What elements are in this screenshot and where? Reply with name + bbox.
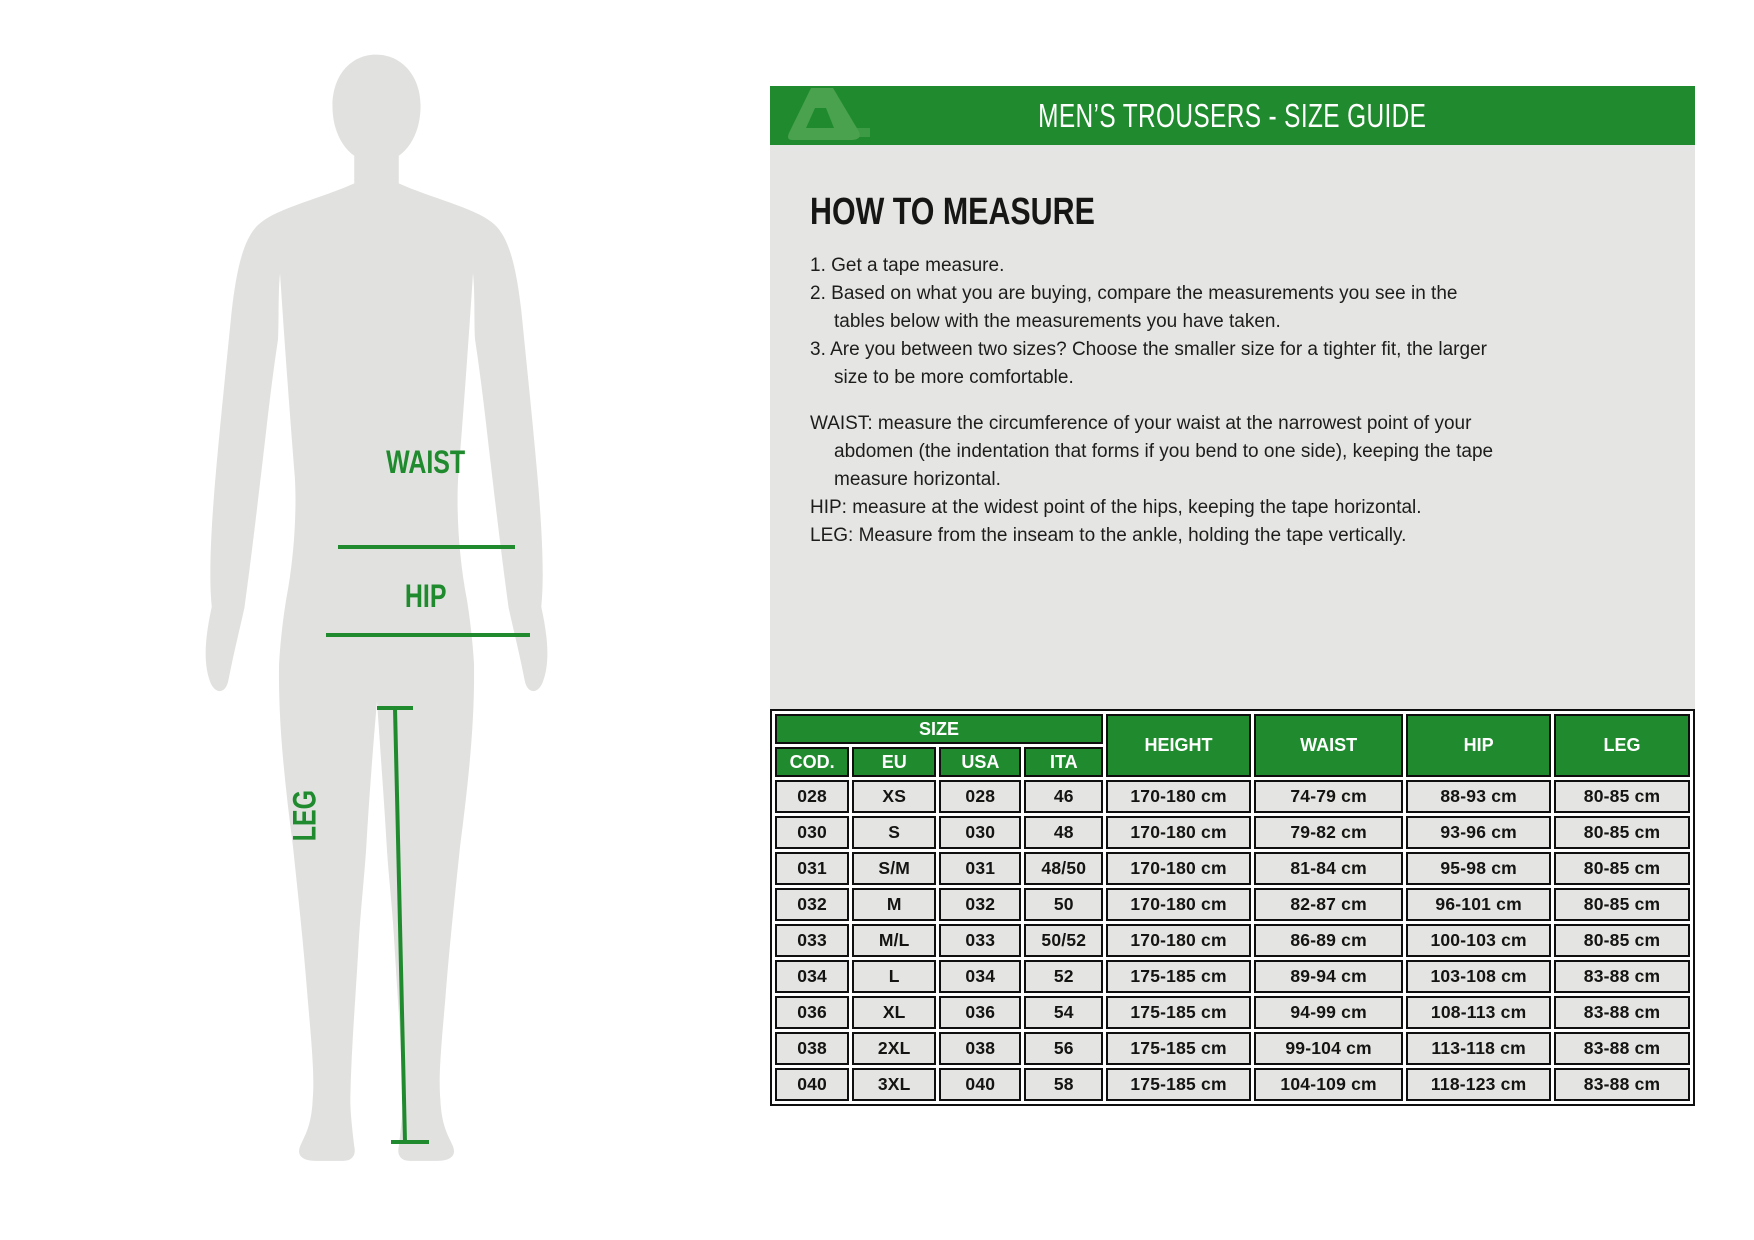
cell-cod: 040 <box>775 1068 849 1101</box>
waist-measure-line <box>338 545 515 549</box>
leg-diagram-label-text: LEG <box>286 789 323 842</box>
cell-hip: 96-101 cm <box>1406 888 1551 921</box>
size-group-header: SIZE <box>775 714 1103 744</box>
cell-height: 175-185 cm <box>1106 1032 1251 1065</box>
cell-waist: 99-104 cm <box>1254 1032 1403 1065</box>
leg-measure-line <box>372 702 436 1148</box>
panel-title: MEN’S TROUSERS - SIZE GUIDE <box>1038 96 1427 134</box>
cell-height: 175-185 cm <box>1106 960 1251 993</box>
cell-leg: 80-85 cm <box>1554 780 1690 813</box>
table-row <box>775 1068 1690 1101</box>
cell-hip: 95-98 cm <box>1406 852 1551 885</box>
cell-usa: 030 <box>939 816 1021 849</box>
cell-leg: 80-85 cm <box>1554 924 1690 957</box>
cell-waist: 89-94 cm <box>1254 960 1403 993</box>
cell-usa: 034 <box>939 960 1021 993</box>
size-table <box>770 709 1695 1106</box>
hip-column-header: HIP <box>1406 714 1551 777</box>
measure-step-1: 1. Get a tape measure. <box>810 255 1005 276</box>
cell-height: 170-180 cm <box>1106 888 1251 921</box>
cell-leg: 83-88 cm <box>1554 1032 1690 1065</box>
how-to-measure-heading: HOW TO MEASURE <box>810 191 1095 233</box>
cell-cod: 030 <box>775 816 849 849</box>
cell-waist: 81-84 cm <box>1254 852 1403 885</box>
cod-column-header: COD. <box>775 747 849 777</box>
table-row <box>775 852 1690 885</box>
cell-ita: 56 <box>1024 1032 1103 1065</box>
table-row <box>775 1032 1690 1065</box>
waist-column-header: WAIST <box>1254 714 1403 777</box>
usa-column-header: USA <box>939 747 1021 777</box>
table-row <box>775 816 1690 849</box>
waist-definition: WAIST: measure the circumference of your waist at the narrowest point of your abdomen (the indentation that forms if you bend to one side), keeping the tape measure horizontal. <box>810 413 1494 490</box>
cell-hip: 108-113 cm <box>1406 996 1551 1029</box>
cell-ita: 48/50 <box>1024 852 1103 885</box>
cell-hip: 118-123 cm <box>1406 1068 1551 1101</box>
waist-diagram-label-text: WAIST <box>386 444 466 480</box>
hip-definition: HIP: measure at the widest point of the hips, keeping the tape horizontal. <box>810 497 1422 518</box>
panel-title-bar <box>770 86 1695 145</box>
cell-hip: 88-93 cm <box>1406 780 1551 813</box>
cell-leg: 80-85 cm <box>1554 852 1690 885</box>
hip-measure-line <box>326 633 530 637</box>
brand-logo-icon <box>778 88 870 145</box>
cell-usa: 036 <box>939 996 1021 1029</box>
cell-eu: M <box>852 888 936 921</box>
cell-leg: 80-85 cm <box>1554 888 1690 921</box>
cell-height: 170-180 cm <box>1106 816 1251 849</box>
cell-eu: L <box>852 960 936 993</box>
waist-diagram-label <box>336 444 516 481</box>
height-column-header: HEIGHT <box>1106 714 1251 777</box>
size-table-container <box>770 709 1695 1106</box>
hip-diagram-label <box>336 578 516 615</box>
eu-column-header: EU <box>852 747 936 777</box>
cell-ita: 48 <box>1024 816 1103 849</box>
cell-usa: 038 <box>939 1032 1021 1065</box>
cell-leg: 83-88 cm <box>1554 1068 1690 1101</box>
cell-leg: 83-88 cm <box>1554 996 1690 1029</box>
cell-usa: 040 <box>939 1068 1021 1101</box>
leg-definition: LEG: Measure from the inseam to the ankle, holding the tape vertically. <box>810 525 1407 546</box>
cell-cod: 038 <box>775 1032 849 1065</box>
cell-cod: 032 <box>775 888 849 921</box>
cell-leg: 80-85 cm <box>1554 816 1690 849</box>
cell-waist: 94-99 cm <box>1254 996 1403 1029</box>
cell-waist: 86-89 cm <box>1254 924 1403 957</box>
table-row <box>775 780 1690 813</box>
cell-cod: 033 <box>775 924 849 957</box>
leg-diagram-label <box>287 736 324 896</box>
cell-usa: 028 <box>939 780 1021 813</box>
cell-waist: 74-79 cm <box>1254 780 1403 813</box>
measure-step-3: 3. Are you between two sizes? Choose the smaller size for a tighter fit, the larger size to be more comfortable. <box>810 339 1487 388</box>
cell-eu: M/L <box>852 924 936 957</box>
cell-eu: 3XL <box>852 1068 936 1101</box>
cell-waist: 79-82 cm <box>1254 816 1403 849</box>
cell-ita: 52 <box>1024 960 1103 993</box>
size-guide-panel <box>770 86 1695 1094</box>
how-to-measure-section <box>770 145 1695 550</box>
cell-waist: 82-87 cm <box>1254 888 1403 921</box>
leg-column-header: LEG <box>1554 714 1690 777</box>
cell-cod: 036 <box>775 996 849 1029</box>
cell-cod: 028 <box>775 780 849 813</box>
cell-hip: 103-108 cm <box>1406 960 1551 993</box>
ita-column-header: ITA <box>1024 747 1103 777</box>
cell-eu: XS <box>852 780 936 813</box>
cell-usa: 032 <box>939 888 1021 921</box>
cell-ita: 46 <box>1024 780 1103 813</box>
cell-height: 170-180 cm <box>1106 924 1251 957</box>
cell-height: 170-180 cm <box>1106 780 1251 813</box>
cell-ita: 50/52 <box>1024 924 1103 957</box>
cell-height: 170-180 cm <box>1106 852 1251 885</box>
measurement-diagram <box>0 0 700 1240</box>
cell-ita: 50 <box>1024 888 1103 921</box>
cell-hip: 100-103 cm <box>1406 924 1551 957</box>
cell-ita: 58 <box>1024 1068 1103 1101</box>
table-row <box>775 996 1690 1029</box>
cell-usa: 033 <box>939 924 1021 957</box>
measure-definitions <box>810 410 1500 550</box>
cell-cod: 034 <box>775 960 849 993</box>
cell-eu: 2XL <box>852 1032 936 1065</box>
cell-height: 175-185 cm <box>1106 996 1251 1029</box>
cell-height: 175-185 cm <box>1106 1068 1251 1101</box>
cell-cod: 031 <box>775 852 849 885</box>
measure-steps-list <box>810 252 1500 392</box>
table-row <box>775 960 1690 993</box>
table-row <box>775 888 1690 921</box>
table-header-row-group <box>775 714 1690 744</box>
table-row <box>775 924 1690 957</box>
cell-eu: S <box>852 816 936 849</box>
cell-usa: 031 <box>939 852 1021 885</box>
cell-ita: 54 <box>1024 996 1103 1029</box>
cell-leg: 83-88 cm <box>1554 960 1690 993</box>
cell-hip: 113-118 cm <box>1406 1032 1551 1065</box>
hip-diagram-label-text: HIP <box>405 578 447 614</box>
cell-hip: 93-96 cm <box>1406 816 1551 849</box>
cell-eu: XL <box>852 996 936 1029</box>
cell-eu: S/M <box>852 852 936 885</box>
cell-waist: 104-109 cm <box>1254 1068 1403 1101</box>
measure-step-2: 2. Based on what you are buying, compare the measurements you see in the tables below with the measurements you have taken. <box>810 283 1458 332</box>
